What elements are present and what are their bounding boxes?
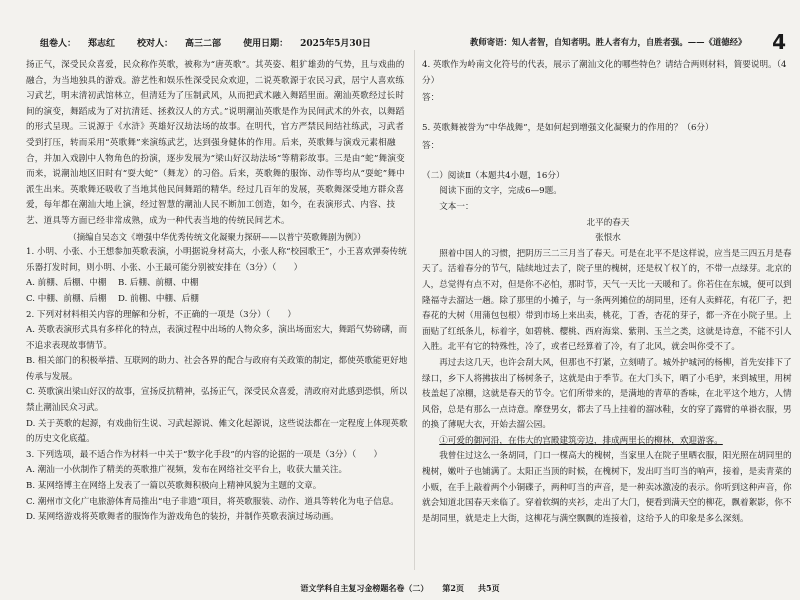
q1-option-a[interactable]: A. 前棚、后棚、中棚	[26, 278, 107, 289]
question-5: 5. 英歌舞被誉为“中华战舞”，是如何起到增强文化凝聚力的作用的？（6分）	[422, 123, 714, 134]
question-1-options-row1	[26, 276, 408, 292]
question-1-options-row2	[26, 292, 408, 308]
q1-option-d[interactable]: D. 前棚、中棚、后棚	[118, 293, 199, 304]
q3-option-a[interactable]: A. 潮汕一小伙制作了精美的英歌推广视频，发布在网络社交平台上，收获大量关注。	[26, 465, 348, 476]
left-column	[26, 58, 408, 526]
q2-option-c[interactable]: C. 英歌演出梁山好汉的故事，宣扬反抗精神，弘扬正气，深受民众喜爱，清政府对此感到恐惧，所以禁止潮汕民众习武。	[26, 387, 408, 414]
reading-instruction: 阅读下面的文字，完成6—9题。	[439, 186, 562, 197]
article-paragraph: 我曾住过这么一条胡同，门口一棵高大的槐树，当家里人在院子里晒衣服，阳光照在胡同里的槐树，嫩叶子也铺满了。太阳正当顶的时候，在槐树下，发出叮当叮当的响声，接着，是卖青菜的小贩，在手上敲着两个小铜碟子，两种叮当的声音，是一种卖冰激凌的表示。你听到这种声音，你就会知道北国春天来临了。穿着软绸的夹衫，走出了大门，便看到满天空的柳花，飘着絮影，你不是胡同里，就是走上大街，这柳花与满空飘飘的连接着，这给予人的印象是多么深刻。	[422, 451, 792, 524]
q3-option-d[interactable]: D. 某网络游戏将英歌舞者的服饰作为游戏角色的装扮，并制作英歌表演过场动画。	[26, 512, 339, 523]
footer-title: 语文学科自主复习金榜题名卷（二）	[300, 583, 429, 593]
question-2: 2. 下列对材料相关内容的理解和分析，不正确的一项是（3分）（ ）	[26, 309, 296, 320]
passage-text: 扬正气，深受民众喜爱，民众称作英歌，被称为“唐英歌”。其英姿、粗犷雄劲的气势，且与戏曲的融合，为当地独具的游戏。游艺性和娱乐性深受民众欢迎，二说英歌源于农民习武，居宁人喜欢练习武艺，明末清初武馆林立，但清廷为了压制武风，从而把武术融入舞蹈里面。潮汕英歌经过长时间的演变，舞蹈成为了对抗清廷、拯救汉人的方式。”说明潮汕英歌是作为民间武术的外衣，以舞蹈的形式呈现。三说源于《水浒》英雄好汉劫法场的故事。在明代，官方严禁民间结社练武，习武者受到打压，转而采用“英歌舞”来演练武艺，达到强身健体的作用。后来，英歌舞与演戏元素相融合，并加入戏剧中人物角色的扮演，逐步发展为“梁山好汉劫法场”等精彩故事。三是由“蛇”舞演变而来，说潮汕地区旧时有“耍大蛇”（舞龙）的习俗。后来，英歌舞的服饰、动作等均从“耍蛇”舞中派生出来。英歌舞还吸收了当地其他民间舞蹈的精华。经过几百年的发展，英歌舞深受地方群众喜爱，每年都在潮汕大地上演，经过智慧的潮汕人民不断加工创造，如今，在表演形式、内容、技艺、道具等方面已经非常成熟，成为一种代表当地的传统民间艺术。	[26, 60, 405, 226]
page-footer	[0, 583, 800, 594]
q3-option-c[interactable]: C. 潮州市文化广电旅游体育局推出“电子非遗”项目，将英歌服装、动作、道具等转化为电子信息。	[26, 496, 399, 507]
article-title: 北平的春天	[586, 217, 630, 228]
date-value: 2025年5月30日	[300, 39, 371, 49]
article-paragraph-underlined: ①可爱的御河沿，在伟大的宫殿建筑旁边，排成两里长的柳林，欢迎游客。	[439, 435, 723, 446]
question-4: 4. 英歌作为岭南文化符号的代表，展示了潮汕文化的哪些特色？请结合两则材料，简要说明。（4分）	[422, 60, 787, 86]
article-author: 张恨水	[595, 233, 621, 244]
q2-option-d[interactable]: D. 关于英歌的起源，有戏曲衍生说、习武起源说、傩文化起源说，这些说法都在一定程度上体现英歌的历史文化底蕴。	[26, 418, 408, 445]
school-label: 校对人：	[137, 39, 174, 49]
answer-label-4[interactable]: 答：	[422, 93, 440, 104]
column-divider	[414, 50, 415, 570]
text-label: 文本一：	[439, 201, 474, 212]
q1-option-c[interactable]: C. 中棚、前棚、后棚	[26, 293, 107, 304]
section-heading: （二）阅读Ⅱ（本题共4小题，16分）	[422, 170, 565, 181]
passage-source: （摘编自吴态文《增强中华优秀传统文化凝聚力探研——以普宁英歌舞剧为例》）	[68, 231, 366, 242]
q1-option-b[interactable]: B. 后棚、前棚、中棚	[118, 278, 199, 289]
right-column	[422, 58, 794, 527]
article-paragraph: 再过去这几天，也许会刮大风，但那也不打紧，立刻晴了。城外护城河的杨柳，首先安排下了绿口，乡下人将拂拔出了杨树条子，这就是由于季节。在大门头下，晒了小毛驴，来到城里，用树枝盖起了凉棚，这就是春天的节令。它们所带来的，是满地的青草的香味，在北平这个地方，人情风俗，总是有那么一点诗意。摩登男女，都去了马上挂着的溜冰鞋，女的穿了露臂的单褂衣服，男的换了薄呢大衣，开始去溜公园。	[422, 357, 792, 431]
question-1: 1. 小明、小张、小王想参加英歌表演，小明据说身材高大，小张人称“校园歌王”，小王喜欢弹奏传统乐器打发时间，则小明、小张、小王最可能分别被安排在（3分）（ ）	[26, 247, 407, 273]
answer-label-5[interactable]: 答：	[422, 140, 440, 151]
motto: 教师寄语：知人者智，自知者明。胜人者有力，自胜者强。——《道德经》	[470, 37, 747, 47]
q3-option-b[interactable]: B. 某网络博主在网络上发表了一篇以英歌舞积极向上精神风貌为主题的文章。	[26, 481, 322, 492]
q2-option-b[interactable]: B. 相关部门的积极举措、互联网的助力、社会各界的配合与政府有关政策的制定，都使英歌能更好地传承与发展。	[26, 356, 408, 382]
question-3: 3. 下列选项，最不适合作为材料一中关于“数字化手段”的内容的论据的一项是（3分）（ ）	[26, 449, 383, 460]
footer-page: 第2页	[442, 583, 464, 593]
group-label: 组卷人：	[40, 39, 77, 49]
q2-option-a[interactable]: A. 英歌表演形式具有多样化的特点，表演过程中出场的人物众多，演出场面宏大，舞蹈气势磅礴，而不追求表现故事情节。	[26, 325, 408, 351]
handwritten-page-mark: 4	[772, 30, 786, 54]
date-label: 使用日期：	[243, 39, 289, 49]
footer-total: 共5页	[478, 583, 500, 593]
group-value: 郑志红	[88, 39, 116, 49]
article-paragraph: 照着中国人的习惯，把阴历三二三月当了春天。可是在北平不是这样说，应当是三四五月是春天了。活着春分的节气，陆续地过去了，院子里的槐树，还是权丫权丫的，不带一点绿芽。北京的人，总觉得有点不对，但是你不必怕，那时节，天气一天比一天暖和了。你若住在东城，便可以到隆福寺去溜达一趟。除了那里的小摊子，与一条两列摊位的胡同里，还有人卖鲜花，有花厂子，把春花的大树（用蒲包包根）带到市场上来出卖，桃花，丁香，杏花的芽子，都一齐在小院子里。上面贴了红纸条儿，标着字，如碧桃、樱桃、西府海棠、紫荆、玉兰之类，这就是诗意，不能不引人入胜。北平有它的特殊性，冷了，或者已经算着了冷，有了北风，就会叫你受不了。	[422, 248, 792, 353]
school-value: 高三二部	[185, 39, 222, 49]
